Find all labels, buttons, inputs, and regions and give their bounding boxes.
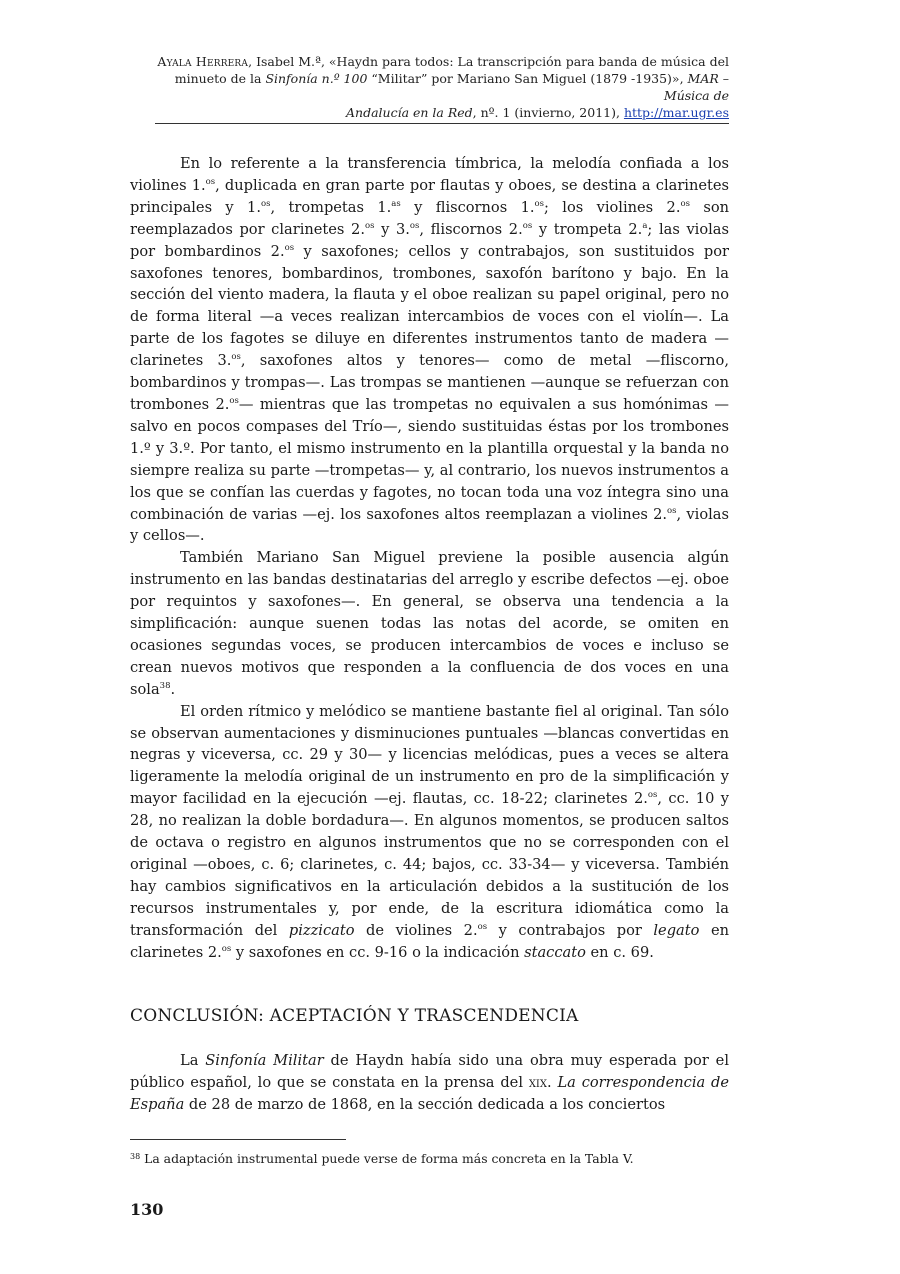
body-text-2 (130, 1050, 729, 1116)
section-heading: CONCLUSIÓN: ACEPTACIÓN Y TRASCENDENCIA (130, 1006, 579, 1026)
running-header (155, 53, 729, 121)
page-number: 130 (130, 1200, 164, 1219)
paragraph-3: El orden rítmico y melódico se mantiene bastante fiel al original. Tan sólo se observan aumentaciones y disminuciones puntuales —blancas convertidas en negras y viceversa, cc. 29 y 30— y licencias melódicas, pues a veces se altera ligeramente la melodía original de un instrumento en pro de la simplificación y mayor facilidad en la ejecución —ej. flautas, cc. 18-22; clarinetes 2.$^{os}$, cc. 10 y 28, no realizan la doble bordadura—. En algunos momentos, se producen saltos de octava o registro en algunos instrumentos que no se corresponden con el original —oboes, c. 6; clarinetes, c. 44; bajos, cc. 33-34— y viceversa. También hay cambios significativos en la articulación debidos a la sustitución de los recursos instrumentales y, por ende, de la escritura idiomática como la transformación del pizzicato de violines 2.$^{os}$ y contrabajos por legato en clarinetes 2.$^{os}$ y saxofones en cc. 9-16 o la indicación staccato en c. 69. (130, 702, 729, 961)
header-line-3: Andalucía en la Red, nº. 1 (invierno, 2011), http://mar.ugr.es (346, 105, 729, 120)
footnote-ref-38[interactable]: 38 (159, 680, 171, 691)
journal-link[interactable]: http://mar.ugr.es (623, 105, 729, 120)
header-line-2: minueto de la Sinfonía n.º 100 “Militar” por Mariano San Miguel (1879 -1935)», MAR – Música de (174, 71, 729, 103)
header-divider (155, 123, 729, 124)
paragraph-4: La Sinfonía Militar de Haydn había sido una obra muy esperada por el público español, lo que se constata en la prensa del xix. La correspondencia de España de 28 de marzo de 1868, en la sección dedicada a los conciertos (130, 1052, 729, 1113)
footnote-divider (130, 1139, 346, 1140)
body-text (130, 153, 729, 964)
header-line-1: Ayala Herrera, Isabel M.ª, «Haydn para todos: La transcripción para banda de música del (157, 54, 729, 69)
paragraph-2: También Mariano San Miguel previene la posible ausencia algún instrumento en las bandas destinatarias del arreglo y escribe defectos —ej. oboe por requintos y saxofones—. En general, se observa una tendencia a la simplificación: aunque suenen todas las notas del acorde, se omiten en ocasiones segundas voces, se producen intercambios de voces e incluso se crean nuevos motivos que responden a la confluencia de dos voces en una sola$^{38}$. (130, 549, 729, 698)
header-author: Ayala Herrera (157, 54, 249, 69)
footnote-38: $^{38}$ La adaptación instrumental puede verse de forma más concreta en la Tabla V. (130, 1151, 634, 1166)
paragraph-1: En lo referente a la transferencia tímbrica, la melodía confiada a los violines 1.$^{os}$, duplicada en gran parte por flautas y oboes, se destina a clarinetes principales y 1.$^{os}$, trompetas 1.$^{as}$ y fliscornos 1.$^{os}$; los violines 2.$^{os}$ son reemplazados por clarinetes 2.$^{os}$ y 3.$^{os}$, fliscornos 2.$^{os}$ y trompeta 2.$^a$; las violas por bombardinos 2.$^{os}$ y saxofones; cellos y contrabajos, son sustituidos por saxofones tenores, bombardinos, trombones, saxofón barítono y bajo. En la sección del viento madera, la flauta y el oboe realizan su papel original, pero no de forma literal —a veces realizan intercambios de voces con el violín—. La parte de los fagotes se diluye en diferentes instrumentos tanto de madera —clarinetes 3.$^{os}$, saxofones altos y tenores— como de metal —fliscorno, bombardinos y trompas—. Las trompas se mantienen —aunque se refuerzan con trombones 2.$^{os}$— mientras que las trompetas no equivalen a sus homónimas —salvo en pocos compases del Trío—, siendo sustituidas éstas por los trombones 1.º y 3.º. Por tanto, el mismo instrumento en la plantilla orquestal y la banda no siempre realiza su parte —trompetas— y, al contrario, los nuevos instrumentos a los que se confían las cuerdas y fagotes, no tocan toda una voz íntegra sino una combinación de varias —ej. los saxofones altos reemplazan a violines 2.$^{os}$, violas y cellos—. (130, 155, 729, 545)
